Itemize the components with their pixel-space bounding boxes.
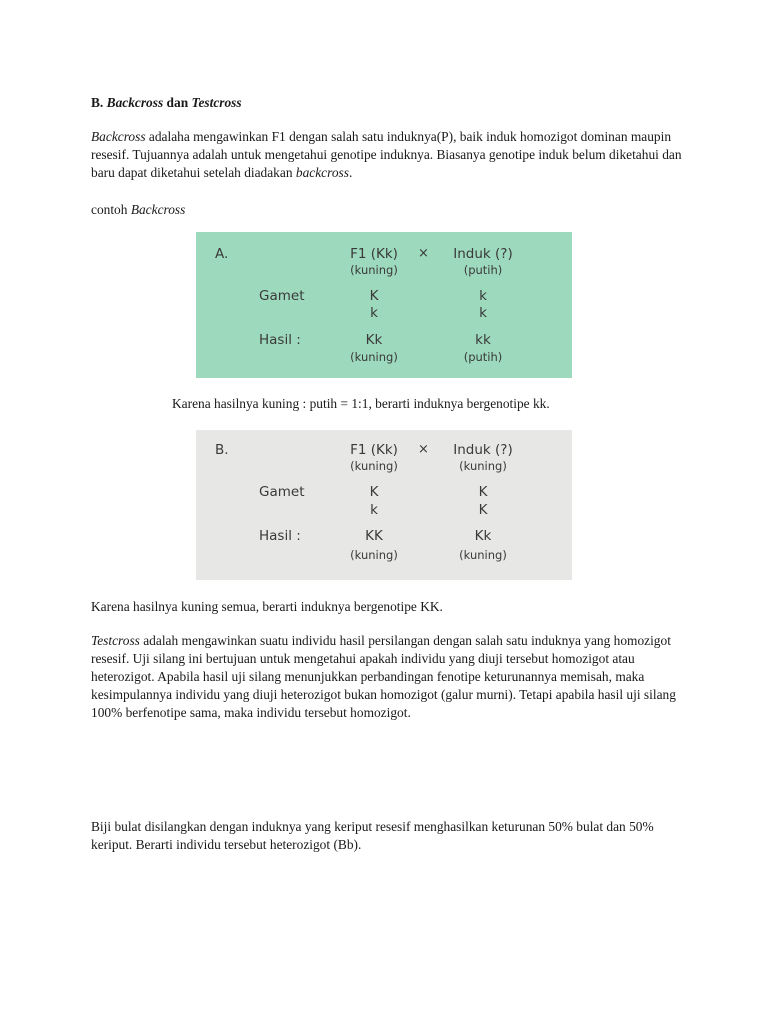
figure-b-f1-header: F1 (Kk) (350, 442, 398, 458)
cross-icon: × (418, 246, 429, 261)
testcross-text: adalah mengawinkan suatu individu hasil persilangan dengan salah satu induknya yang homozigot resesif. Uji silang ini bertujuan untuk mengetahui apakah individu yang diuji tersebut homozigot atau heterozigot. Apabila hasil uji silang menunjukkan perbandingan fenotipe keturunannya memisah, maka kesimpulannya individu yang diuji heterozigot bukan homozigot (galur murni). Tetapi apabila hasil uji silang 100% berfenotipe sama, maka individu tersebut homozigot. (91, 633, 676, 720)
backcross-text: adalaha mengawinkan F1 dengan salah satu induknya(P), baik induk homozigot dominan maupin resesif. Tujuannya adalah untuk mengetahui genotipe induknya. Biasanya genotipe induk belum diketahui dan baru dapat diketahui setelah diadakan (91, 129, 682, 180)
backcross-paragraph (91, 128, 691, 182)
figure-a-hasil-f1: Kk (365, 332, 383, 348)
heading-letter: B. (91, 95, 104, 110)
figure-b-hasil-induk-sub: (kuning) (459, 548, 507, 562)
backcross-term-end: backcross (295, 165, 349, 180)
heading-joiner: dan (166, 95, 189, 110)
figure-b-label: B. (215, 442, 229, 458)
figure-a-gamet-f1-1: K (369, 288, 379, 304)
heading-term-backcross: Backcross (106, 95, 164, 110)
figure-b-hasil-induk: Kk (474, 528, 492, 544)
figure-b-backcross-table (196, 430, 572, 580)
figure-a-hasil-induk: kk (475, 332, 491, 348)
contoh-prefix: contoh (91, 202, 128, 217)
figure-a-hasil-induk-sub: (putih) (463, 350, 503, 364)
figure-b-gamet-f1-1: K (369, 484, 379, 500)
figure-a-induk-header: Induk (?) (453, 246, 513, 262)
contoh-term: Backcross (130, 202, 186, 217)
figure-b-gamet-label: Gamet (259, 484, 305, 500)
figure-a-gamet-f1-2: k (370, 305, 378, 321)
figure-b-gamet-induk-1: K (478, 484, 488, 500)
figure-b-induk-header: Induk (?) (453, 442, 513, 458)
figure-a-conclusion: Karena hasilnya kuning : putih = 1:1, berarti induknya bergenotipe kk. (172, 396, 550, 411)
backcross-end: . (348, 165, 353, 180)
figure-b-gamet-induk-2: K (478, 502, 488, 518)
figure-a-gamet-induk-1: k (479, 288, 487, 304)
cross-icon: × (418, 442, 429, 457)
figure-b-induk-sub: (kuning) (459, 459, 507, 473)
contoh-label (91, 201, 185, 219)
figure-b-f1-sub: (kuning) (350, 459, 398, 473)
testcross-term: Testcross (91, 633, 140, 648)
figure-b-conclusion: Karena hasilnya kuning semua, berarti induknya bergenotipe KK. (91, 599, 443, 614)
figure-a-hasil-f1-sub: (kuning) (350, 350, 398, 364)
figure-a-label: A. (215, 246, 229, 262)
figure-a-induk-sub: (putih) (463, 263, 503, 277)
figure-b-hasil-f1: KK (365, 528, 383, 544)
figure-a-f1-sub: (kuning) (350, 263, 398, 277)
backcross-term: Backcross (91, 129, 146, 144)
figure-a-gamet-induk-2: k (479, 305, 487, 321)
figure-a-hasil-label: Hasil : (259, 332, 301, 348)
figure-a-gamet-label: Gamet (259, 288, 305, 304)
figure-b-gamet-f1-2: k (370, 502, 378, 518)
testcross-paragraph (91, 632, 691, 722)
figure-a-f1-header: F1 (Kk) (350, 246, 398, 262)
figure-b-hasil-f1-sub: (kuning) (350, 548, 398, 562)
figure-b-hasil-label: Hasil : (259, 528, 301, 544)
heading-term-testcross: Testcross (191, 95, 242, 110)
figure-a-backcross-table (196, 232, 572, 378)
section-heading (91, 94, 242, 112)
example-paragraph: Biji bulat disilangkan dengan induknya yang keriput resesif menghasilkan keturunan 50% bulat dan 50% keriput. Berarti individu tersebut heterozigot (Bb). (91, 819, 654, 852)
